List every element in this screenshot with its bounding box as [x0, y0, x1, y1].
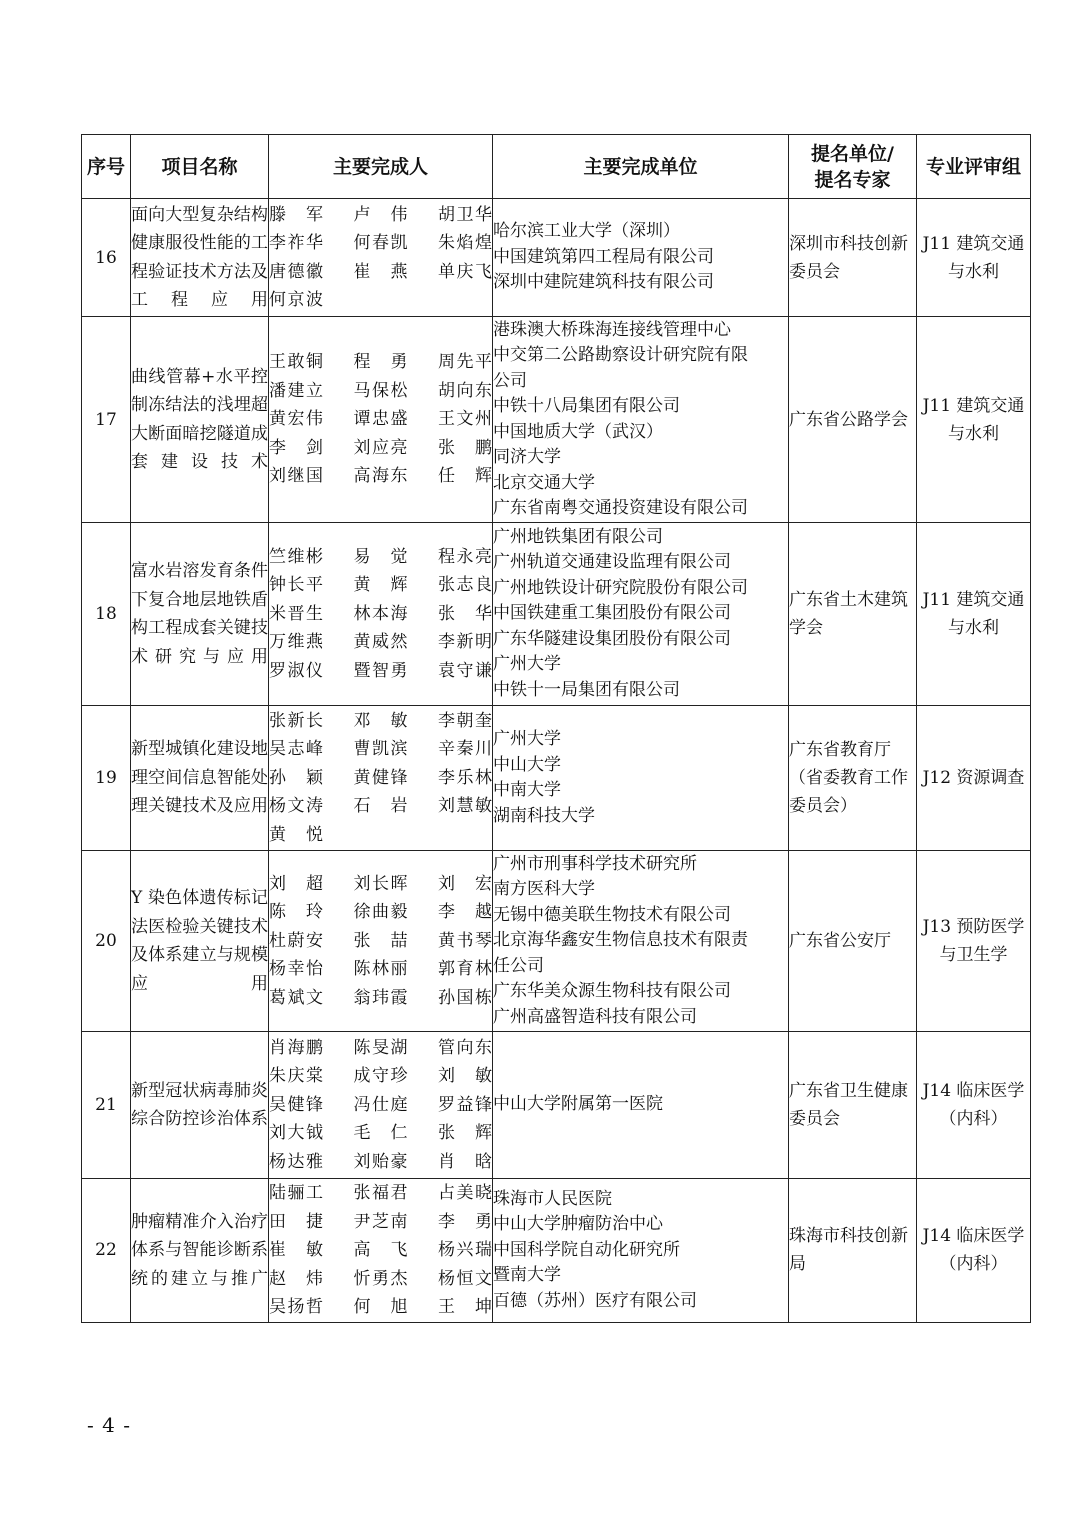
contributor-line: [269, 707, 492, 736]
nominator: 广东省土木建筑学会: [789, 523, 917, 706]
contributor-name: 张喆: [353, 930, 408, 951]
project-name: 曲线管幕+水平控制冻结法的浅埋超大断面暗挖隧道成套建设技术: [131, 317, 269, 523]
contributor-name: 吴志峰: [269, 739, 323, 760]
main-units: [493, 851, 789, 1032]
review-group: J13 预防医学与卫生学: [917, 851, 1031, 1032]
contributor-line: [269, 405, 492, 434]
nominator: 深圳市科技创新委员会: [789, 199, 917, 317]
contributor-line: [269, 229, 492, 258]
contributor-name: 占美晓: [438, 1183, 492, 1203]
row-number: 17: [82, 317, 131, 523]
contributor-name: 尹芝南: [353, 1211, 408, 1232]
contributor-name: 刘长晖: [353, 873, 408, 894]
contributor-name: 李朝奎: [438, 710, 492, 731]
contributor-line: [269, 927, 492, 956]
contributor-line: [269, 1293, 492, 1322]
nominator: 广东省公路学会: [789, 317, 917, 523]
contributor-name: 邓敏: [353, 710, 408, 731]
header-row: [82, 135, 1031, 199]
contributor-name: 葛斌文: [269, 987, 323, 1008]
nominator: 珠海市科技创新局: [789, 1179, 917, 1323]
review-group: J11 建筑交通与水利: [917, 199, 1031, 317]
unit-line: 公司: [493, 370, 527, 391]
main-units: [493, 706, 789, 851]
header-main-units: 主要完成单位: [493, 135, 789, 199]
contributor-name: 竺维彬: [269, 546, 323, 567]
contributor-name: 陈旻湖: [353, 1037, 408, 1058]
contributor-name: 罗益锋: [438, 1094, 492, 1115]
contributor-name: 忻勇杰: [353, 1268, 408, 1289]
main-contributors: [269, 317, 493, 523]
unit-line: 广东华隧建设集团股份有限公司: [493, 628, 731, 649]
contributor-line: [269, 1034, 492, 1063]
unit-line: 任公司: [493, 955, 544, 976]
contributor-name: 高海东: [353, 466, 408, 487]
project-name: 面向大型复杂结构健康服役性能的工程验证技术方法及工程应用: [131, 199, 269, 317]
contributor-line: [269, 600, 492, 629]
row-number: 16: [82, 199, 131, 317]
contributor-line: [269, 1119, 492, 1148]
review-group: J14 临床医学（内科）: [917, 1032, 1031, 1179]
contributor-line: [269, 1208, 492, 1237]
contributor-name: 刘贻豪: [353, 1151, 408, 1172]
contributor-name: 杨幸怡: [269, 959, 323, 980]
contributor-name: 孙颖: [269, 767, 323, 788]
unit-line: 同济大学: [493, 447, 561, 467]
contributor-name: 郭育林: [438, 959, 492, 980]
unit-line: 无锡中德美联生物技术有限公司: [493, 904, 731, 925]
unit-line: 珠海市人民医院: [493, 1188, 612, 1209]
unit-line: 广州大学: [493, 654, 561, 675]
contributor-name: 高飞: [353, 1240, 408, 1260]
contributor-line: [269, 258, 492, 287]
contributor-name: 唐德徽: [269, 261, 323, 282]
contributor-line: [269, 1091, 492, 1120]
unit-line: 湖南科技大学: [493, 805, 595, 826]
table-row: [82, 1179, 1031, 1323]
table-body: [82, 199, 1031, 1323]
main-contributors: [269, 706, 493, 851]
contributor-name: 滕军: [269, 204, 323, 225]
contributor-name: 石岩: [353, 796, 408, 817]
contributor-name: 黄辉: [353, 575, 408, 596]
contributor-name: 张福君: [353, 1183, 408, 1203]
unit-line: 广州轨道交通建设监理有限公司: [493, 552, 731, 573]
unit-line: 中铁十一局集团有限公司: [493, 679, 680, 700]
contributor-line: [269, 1265, 492, 1294]
contributor-name: 李新明: [438, 632, 492, 653]
contributor-name: 刘大钺: [269, 1123, 323, 1144]
project-name: Y 染色体遗传标记法医检验关键技术及体系建立与规模应用: [131, 851, 269, 1032]
page-number: - 4 -: [87, 1413, 131, 1437]
unit-line: 广州市刑事科学技术研究所: [493, 853, 697, 874]
contributor-name: 杨兴瑞: [438, 1240, 492, 1260]
unit-line: 广州地铁集团有限公司: [493, 526, 663, 547]
award-table: [81, 134, 1031, 1323]
main-units: [493, 317, 789, 523]
contributor-name: 罗淑仪: [269, 660, 323, 681]
contributor-line: [269, 984, 492, 1013]
main-contributors: [269, 199, 493, 317]
unit-line: 中国科学院自动化研究所: [493, 1239, 680, 1260]
contributor-name: 谭忠盛: [353, 409, 408, 430]
contributor-name: 张新长: [269, 710, 323, 731]
contributor-name: 潘建立: [269, 380, 323, 401]
contributor-line: [269, 571, 492, 600]
contributor-name: 程勇: [353, 352, 408, 373]
contributor-name: 徐曲毅: [353, 902, 408, 923]
nominator: 广东省教育厅（省委教育工作委员会）: [789, 706, 917, 851]
contributor-name: 杨恒文: [438, 1268, 492, 1289]
unit-line: 深圳中建院建筑科技有限公司: [493, 272, 714, 293]
contributor-name: 吴健锋: [269, 1094, 323, 1115]
contributor-name: 肖晗: [438, 1151, 492, 1172]
header-nominator-line2: 提名专家: [814, 168, 891, 191]
unit-line: 中山大学肿瘤防治中心: [493, 1214, 663, 1234]
contributor-line: [269, 870, 492, 899]
contributor-name: 陈林丽: [353, 959, 408, 980]
review-group: J11 建筑交通与水利: [917, 317, 1031, 523]
header-nominator-line1: 提名单位/: [811, 142, 894, 165]
contributor-name: 肖海鹏: [269, 1037, 323, 1058]
contributor-name: 杨文涛: [269, 796, 323, 817]
contributor-name: 黄健锋: [353, 767, 408, 788]
unit-line: 南方医科大学: [493, 879, 595, 900]
main-contributors: [269, 1032, 493, 1179]
unit-line: 中山大学附属第一医院: [493, 1094, 663, 1115]
contributor-name: 崔敏: [269, 1240, 323, 1260]
contributor-line: [269, 821, 492, 850]
contributor-name: 陈玲: [269, 902, 323, 923]
contributor-name: 李越: [438, 902, 492, 923]
row-number: 21: [82, 1032, 131, 1179]
contributor-name: 何春凯: [353, 233, 408, 253]
review-group: J11 建筑交通与水利: [917, 523, 1031, 706]
contributor-line: [269, 792, 492, 821]
contributor-line: [269, 657, 492, 686]
contributor-name: 黄悦: [269, 824, 323, 845]
unit-line: 中国铁建重工集团股份有限公司: [493, 603, 731, 624]
contributor-name: 张志良: [438, 575, 492, 596]
contributor-name: 朱庆棠: [269, 1066, 323, 1087]
unit-line: 中交第二公路勘察设计研究院有限: [493, 345, 748, 365]
contributor-name: 胡向东: [438, 380, 492, 401]
contributor-line: [269, 1062, 492, 1091]
contributor-name: 米晋生: [269, 603, 323, 624]
contributor-name: 孙国栋: [438, 987, 492, 1008]
main-contributors: [269, 851, 493, 1032]
unit-line: 广州高盛智造科技有限公司: [493, 1006, 697, 1027]
unit-line: 北京海华鑫安生物信息技术有限责: [493, 930, 748, 951]
table-row: [82, 851, 1031, 1032]
contributor-name: 王坤: [438, 1297, 492, 1317]
contributor-name: 林本海: [353, 603, 408, 624]
contributor-name: 何京波: [269, 290, 323, 310]
contributor-name: 暨智勇: [353, 660, 408, 681]
header-project-name: 项目名称: [131, 135, 269, 199]
contributor-line: [269, 201, 492, 230]
contributor-name: 单庆飞: [438, 261, 492, 282]
table-row: [82, 523, 1031, 706]
contributor-line: [269, 286, 492, 315]
contributor-name: 刘继国: [269, 466, 323, 487]
contributor-line: [269, 1179, 492, 1208]
contributor-line: [269, 348, 492, 377]
contributor-name: 王文州: [438, 409, 492, 430]
unit-line: 哈尔滨工业大学（深圳）: [493, 221, 680, 242]
header-main-contributors: 主要完成人: [269, 135, 493, 199]
header-no: 序号: [82, 135, 131, 199]
main-contributors: [269, 523, 493, 706]
contributor-name: 易觉: [353, 546, 408, 567]
unit-line: 百德（苏州）医疗有限公司: [493, 1290, 697, 1311]
contributor-name: 田捷: [269, 1211, 323, 1232]
contributor-name: 刘应亮: [353, 437, 408, 458]
unit-line: 北京交通大学: [493, 472, 595, 493]
unit-line: 中国地质大学（武汉）: [493, 421, 663, 442]
contributor-line: [269, 377, 492, 406]
main-units: [493, 523, 789, 706]
contributor-name: 李祚华: [269, 233, 323, 253]
contributor-name: 马保松: [353, 380, 408, 401]
contributor-name: 管向东: [438, 1037, 492, 1058]
main-units: [493, 1032, 789, 1179]
contributor-name: 翁玮霞: [353, 987, 408, 1008]
contributor-line: [269, 1148, 492, 1177]
main-units: [493, 199, 789, 317]
contributor-line: [269, 955, 492, 984]
contributor-name: 胡卫华: [438, 204, 492, 225]
contributor-line: [269, 735, 492, 764]
contributor-name: 李剑: [269, 437, 323, 458]
contributor-name: 杜蔚安: [269, 930, 323, 951]
contributor-name: 赵炜: [269, 1268, 323, 1289]
nominator: 广东省卫生健康委员会: [789, 1032, 917, 1179]
contributor-name: 刘敏: [438, 1066, 492, 1087]
contributor-line: [269, 543, 492, 572]
contributor-name: 刘超: [269, 873, 323, 894]
contributor-name: 成守珍: [353, 1066, 408, 1087]
contributor-name: 张华: [438, 603, 492, 624]
nominator: 广东省公安厅: [789, 851, 917, 1032]
contributor-name: 朱焰煌: [438, 233, 492, 253]
contributor-name: 黄威然: [353, 632, 408, 653]
unit-line: 广州地铁设计研究院股份有限公司: [493, 577, 748, 598]
unit-line: 中国建筑第四工程局有限公司: [493, 246, 714, 267]
contributor-name: 吴扬哲: [269, 1297, 323, 1317]
contributor-name: 袁守谦: [438, 660, 492, 681]
contributor-name: 陆骊工: [269, 1183, 323, 1203]
table-row: [82, 199, 1031, 317]
contributor-name: 李乐林: [438, 767, 492, 788]
unit-line: 港珠澳大桥珠海连接线管理中心: [493, 319, 731, 340]
table-row: [82, 706, 1031, 851]
header-nominator: [789, 135, 917, 199]
review-group: J12 资源调查: [917, 706, 1031, 851]
unit-line: 广东华美众源生物科技有限公司: [493, 981, 731, 1002]
contributor-line: [269, 1236, 492, 1265]
contributor-name: 刘慧敏: [438, 796, 492, 817]
contributor-line: [269, 764, 492, 793]
contributor-name: 万维燕: [269, 632, 323, 653]
contributor-name: 刘宏: [438, 873, 492, 894]
contributor-name: 张辉: [438, 1123, 492, 1144]
contributor-name: 何旭: [353, 1297, 408, 1317]
unit-line: 广州大学: [493, 729, 561, 749]
contributor-name: 周先平: [438, 352, 492, 373]
contributor-line: [269, 462, 492, 491]
contributor-name: 钟长平: [269, 575, 323, 596]
row-number: 19: [82, 706, 131, 851]
header-review-group: 专业评审组: [917, 135, 1031, 199]
unit-line: 暨南大学: [493, 1265, 561, 1285]
contributor-name: 黄书琴: [438, 930, 492, 951]
contributor-line: [269, 898, 492, 927]
contributor-line: [269, 628, 492, 657]
table-header: [82, 135, 1031, 199]
row-number: 20: [82, 851, 131, 1032]
table-row: [82, 1032, 1031, 1179]
table-row: [82, 317, 1031, 523]
row-number: 22: [82, 1179, 131, 1323]
unit-line: 中铁十八局集团有限公司: [493, 396, 680, 416]
contributor-name: 冯仕庭: [353, 1094, 408, 1115]
row-number: 18: [82, 523, 131, 706]
contributor-name: 程永亮: [438, 546, 492, 567]
project-name: 新型冠状病毒肺炎综合防控诊治体系: [131, 1032, 269, 1179]
project-name: 新型城镇化建设地理空间信息智能处理关键技术及应用: [131, 706, 269, 851]
main-units: [493, 1179, 789, 1323]
contributor-name: 毛仁: [353, 1123, 408, 1144]
review-group: J14 临床医学（内科）: [917, 1179, 1031, 1323]
unit-line: 中南大学: [493, 780, 561, 800]
contributor-name: 李勇: [438, 1211, 492, 1232]
unit-line: 广东省南粤交通投资建设有限公司: [493, 498, 748, 518]
contributor-name: 辛秦川: [438, 739, 492, 760]
contributor-line: [269, 434, 492, 463]
contributor-name: 杨达雅: [269, 1151, 323, 1172]
contributor-name: 任辉: [438, 466, 492, 487]
contributor-name: 王敢铜: [269, 352, 323, 373]
project-name: 肿瘤精准介入治疗体系与智能诊断系统的建立与推广: [131, 1179, 269, 1323]
contributor-name: 曹凯滨: [353, 739, 408, 760]
project-name: 富水岩溶发育条件下复合地层地铁盾构工程成套关键技术研究与应用: [131, 523, 269, 706]
unit-line: 中山大学: [493, 754, 561, 775]
contributor-name: 卢伟: [353, 204, 408, 225]
contributor-name: 崔燕: [353, 261, 408, 282]
main-contributors: [269, 1179, 493, 1323]
contributor-name: 黄宏伟: [269, 409, 323, 430]
contributor-name: 张鹏: [438, 437, 492, 458]
